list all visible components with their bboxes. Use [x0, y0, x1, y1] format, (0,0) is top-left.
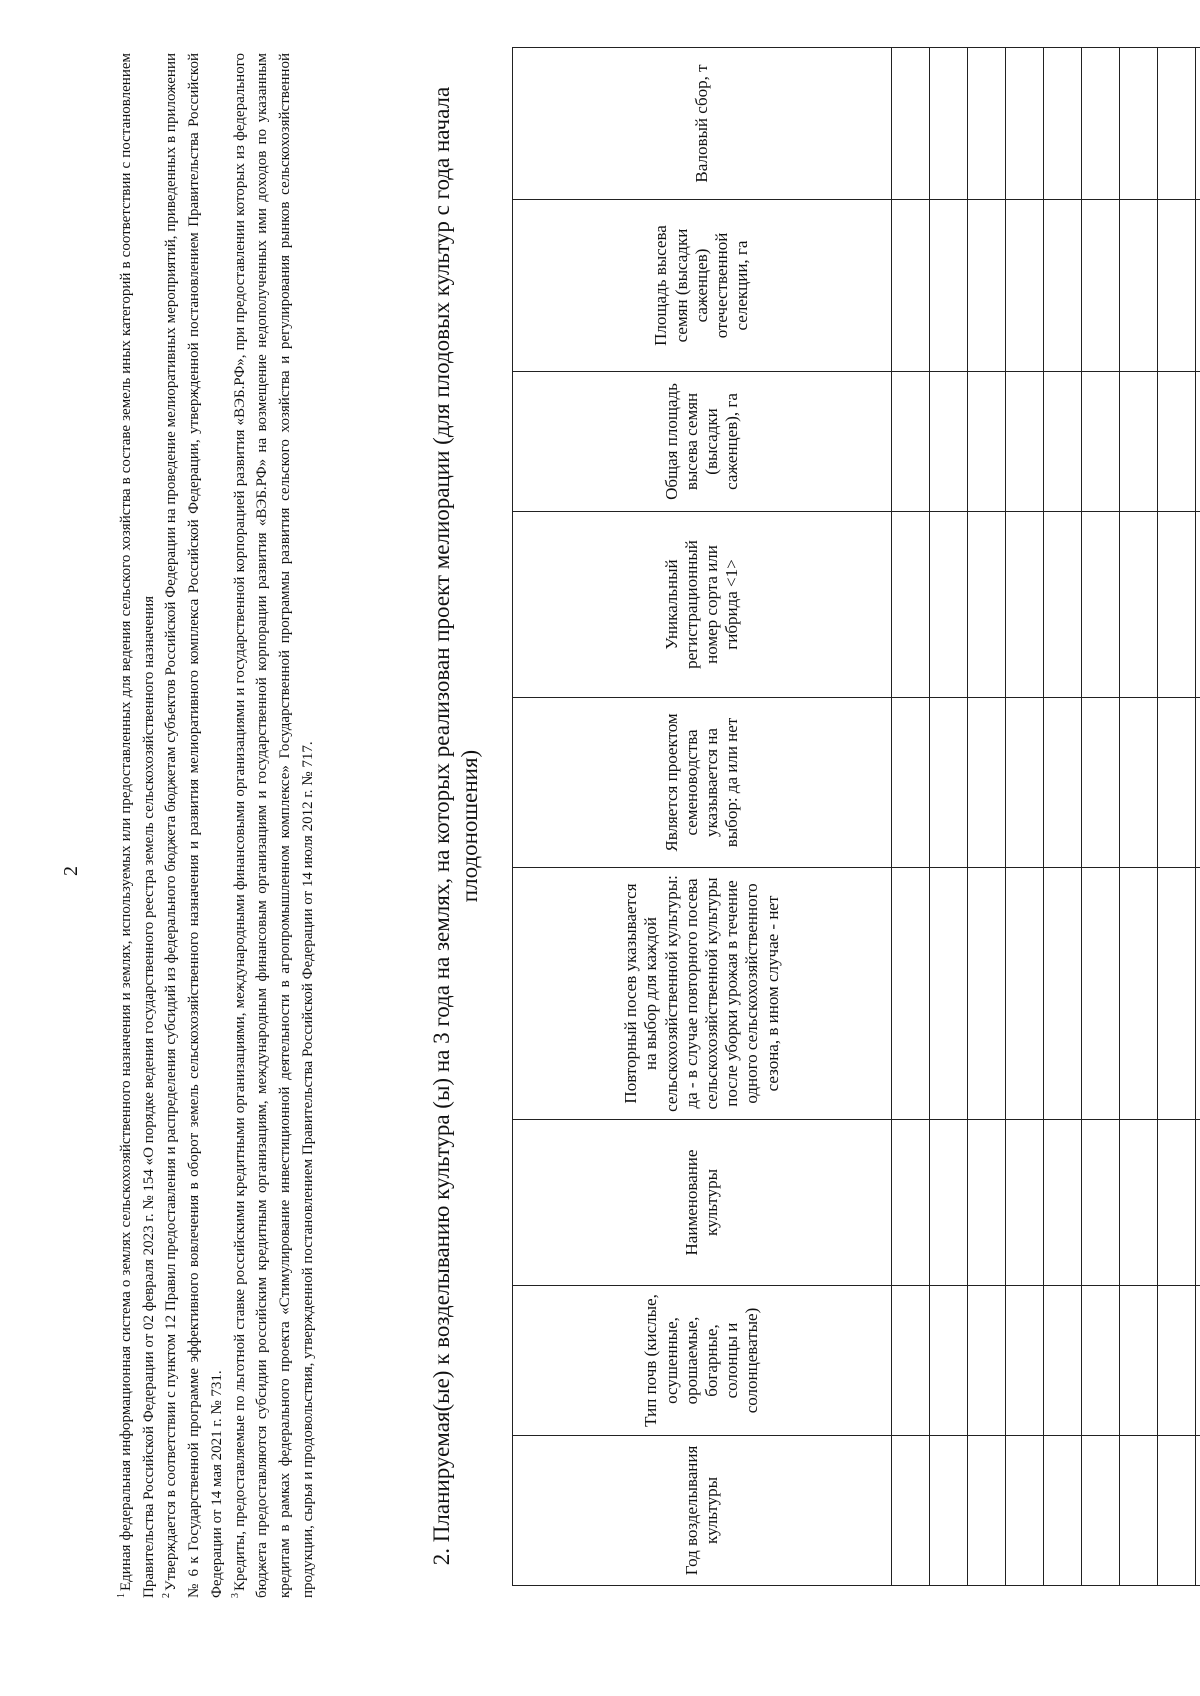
table-cell	[1196, 1286, 1200, 1436]
table-cell	[1044, 698, 1082, 868]
table-cell	[1196, 868, 1200, 1120]
table-cell	[1006, 698, 1044, 868]
table-cell	[1158, 868, 1196, 1120]
table-cell	[1044, 512, 1082, 698]
footnotes	[115, 53, 319, 1598]
table-cell	[1044, 200, 1082, 372]
table-cell	[1120, 698, 1158, 868]
table-row	[1082, 48, 1120, 1586]
table-cell	[1006, 1286, 1044, 1436]
header-cell: Валовый сбор, т	[513, 48, 892, 200]
table-cell	[968, 1436, 1006, 1586]
table-cell	[1196, 48, 1200, 200]
header-cell: Уникальный регистрационный номер сорта или гибрида <1>	[513, 512, 892, 698]
table-cell	[1120, 512, 1158, 698]
table-cell	[968, 1286, 1006, 1436]
table-row	[968, 48, 1006, 1586]
table-cell	[1196, 200, 1200, 372]
footnote-text: Утверждается в соответствии с пунктом 12 Правил предоставления и распределения субсидий из федерального бюджета бюджетам субъектов Российской Федерации на проведение мелиоративных мероприятий, приведенных в приложении № 6 к Государственной программе эффективного вовлечения в оборот земель сельскохозяйственного назначения и развития мелиоративного комплекса Российской Федерации, утвержденной постановлением Правительства Российской Федерации от 14 мая 2021 г. № 731.	[163, 53, 225, 1598]
table-cell	[1120, 200, 1158, 372]
table-cell	[930, 372, 968, 512]
header-row	[513, 48, 892, 1586]
table-cell	[1082, 372, 1120, 512]
table-cell	[1196, 1120, 1200, 1286]
header-cell: Год возделывания культуры	[513, 1436, 892, 1586]
table-cell	[1082, 48, 1120, 200]
table-cell	[1006, 48, 1044, 200]
table-cell	[968, 372, 1006, 512]
header-cell: Повторный посев указывается на выбор для каждой сельскохозяйственной культуры: да - в случае повторного посева сельскохозяйственной культуры после уборки урожая в течение одного сельскохозяйственного сезона, в ином случае - нет	[513, 868, 892, 1120]
table-cell	[968, 48, 1006, 200]
table-cell	[892, 48, 930, 200]
footnote-text: Единая федеральная информационная система о землях сельскохозяйственного назначения и землях, используемых или предоставленных для ведения сельского хозяйства в составе земель иных категорий в соответствии с постановлением Правительства Российской Федерации от 02 февраля 2023 г. № 154 «О порядке ведения государственного реестра земель сельскохозяйственного назначения	[118, 53, 157, 1598]
table-cell	[1082, 512, 1120, 698]
table-cell	[1082, 1120, 1120, 1286]
table-cell	[930, 48, 968, 200]
page-number: 2	[60, 866, 82, 876]
table-cell	[1158, 698, 1196, 868]
table-cell	[892, 698, 930, 868]
table-cell	[1158, 48, 1196, 200]
table-cell	[1196, 372, 1200, 512]
table-cell	[892, 1120, 930, 1286]
table-cell	[1120, 1286, 1158, 1436]
table-cell	[930, 1436, 968, 1586]
table-cell	[968, 698, 1006, 868]
table-cell	[1006, 372, 1044, 512]
table-cell	[892, 1286, 930, 1436]
header-cell: Площадь высева семян (высадки саженцев) отечественной селекции, га	[513, 200, 892, 372]
table-cell	[1082, 1286, 1120, 1436]
section-heading: 2. Планируемая(ые) к возделыванию культура (ы) на 3 года на землях, на которых реализован проект мелиорации (для плодовых культур с года начала плодоношения)	[429, 86, 482, 1566]
footnote-text: Кредиты, предоставляемые по льготной ставке российскими кредитными организациями, международными финансовыми организациями и государственной корпорацией развития «ВЭБ.РФ», при предоставлении которых из федерального бюджета предоставляются субсидии российским кредитным организациям, международным финансовым организациям и государственной корпорации развития «ВЭБ.РФ» на возмещение недополученных ими доходов по указанным кредитам в рамках федерального проекта «Стимулирование инвестиционной деятельности в агропромышленном комплексе» Государственной программы развития сельского хозяйства и регулирования рынков сельскохозяйственной продукции, сырья и продовольствия, утвержденной постановлением Правительства Российской Федерации от 14 июля 2012 г. № 717.	[231, 53, 316, 1598]
table-cell	[1158, 1286, 1196, 1436]
table-cell	[930, 868, 968, 1120]
footnote-1	[115, 53, 160, 1598]
header-cell: Является проектом семеноводства указывается на выбор: да или нет	[513, 698, 892, 868]
table-cell	[1044, 1120, 1082, 1286]
table-cell	[1082, 868, 1120, 1120]
table-cell	[1120, 1436, 1158, 1586]
table-cell	[1044, 372, 1082, 512]
table-cell	[968, 200, 1006, 372]
table-cell	[1120, 48, 1158, 200]
table-cell	[930, 1286, 968, 1436]
table-row	[1120, 48, 1158, 1586]
table-cell	[892, 868, 930, 1120]
table-cell	[1044, 868, 1082, 1120]
table-cell	[1120, 1120, 1158, 1286]
footnote-marker: 1	[116, 1593, 127, 1598]
table-row	[892, 48, 930, 1586]
table-cell	[892, 372, 930, 512]
table-row	[1158, 48, 1196, 1586]
table-row	[930, 48, 968, 1586]
table-cell	[1158, 1436, 1196, 1586]
table-cell	[1082, 200, 1120, 372]
table-row	[1196, 48, 1200, 1586]
table-cell	[1082, 1436, 1120, 1586]
table-cell	[1006, 512, 1044, 698]
table-cell	[1044, 1436, 1082, 1586]
table-cell	[930, 1120, 968, 1286]
footnote-2	[160, 53, 228, 1598]
table-cell	[892, 200, 930, 372]
table-cell	[1196, 698, 1200, 868]
table-cell	[1006, 1120, 1044, 1286]
table-cell	[968, 868, 1006, 1120]
header-cell: Общая площадь высева семян (высадки саженцев), га	[513, 372, 892, 512]
table-row	[1006, 48, 1044, 1586]
table-cell	[1158, 372, 1196, 512]
table-cell	[1044, 1286, 1082, 1436]
table-cell	[1158, 200, 1196, 372]
table-cell	[930, 512, 968, 698]
table-cell	[930, 200, 968, 372]
table-row	[1044, 48, 1082, 1586]
header-cell: Наименование культуры	[513, 1120, 892, 1286]
table-cell	[1006, 868, 1044, 1120]
table-cell	[930, 698, 968, 868]
table-cell	[1082, 698, 1120, 868]
table-cell	[1006, 1436, 1044, 1586]
table-cell	[968, 1120, 1006, 1286]
table-cell	[892, 1436, 930, 1586]
table-cell	[1120, 372, 1158, 512]
table-cell	[892, 512, 930, 698]
crops-plan-table	[512, 47, 1200, 1586]
table-cell	[1044, 48, 1082, 200]
footnote-3	[229, 53, 320, 1598]
footnote-marker: 2	[161, 1593, 173, 1598]
table-cell	[1158, 512, 1196, 698]
header-cell: Тип почв (кислые, осушенные, орошаемые, богарные, солонцы и солонцеватые)	[513, 1286, 892, 1436]
footnote-marker: 3	[229, 1593, 241, 1598]
table-cell	[1006, 200, 1044, 372]
table-cell	[1158, 1120, 1196, 1286]
table-body	[892, 48, 1200, 1586]
table-cell	[1196, 1436, 1200, 1586]
table-cell	[968, 512, 1006, 698]
table-cell	[1120, 868, 1158, 1120]
table-cell	[1196, 512, 1200, 698]
